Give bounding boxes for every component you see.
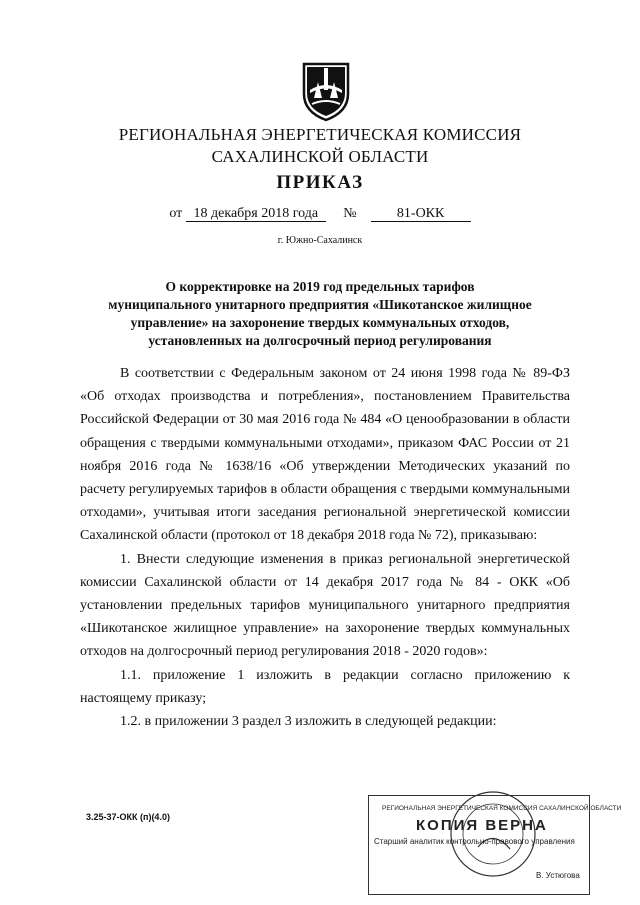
document-type: ПРИКАЗ (276, 172, 364, 193)
date-number-line (0, 206, 640, 222)
city: г. Южно-Сахалинск (277, 235, 363, 246)
stamp-signer: В. Устюгова (536, 871, 580, 880)
number-sign: № (343, 206, 357, 221)
round-seal-icon (448, 789, 538, 879)
subject-line-2: муниципального унитарного предприятия «Шикотанское жилищное (108, 297, 532, 312)
paragraph-preamble: В соответствии с Федеральным законом от 24 июня 1998 года № 89-ФЗ «Об отходах производства и потребления», постановлением Правительства Российской Федерации от 30 мая 2016 года № 484 «О ценообразовании в области обращения с твердыми коммунальными отходами», приказом ФАС России от 21 ноября 2016 года № 1638/16 «Об утверждении Методических указаний по расчету регулируемых тарифов в области обращения с твердыми коммунальными отходами», учитывая итоги заседания региональной энергетической комиссии Сахалинской области (протокол от 18 декабря 2018 года № 72), приказываю: (80, 366, 570, 544)
copy-certification-stamp (368, 795, 622, 895)
document-subject (80, 278, 560, 350)
paragraph-item-1: 1. Внести следующие изменения в приказ региональной энергетической комиссии Сахалинской области от 14 декабря 2017 года № 84 - ОКК «Об установлении предельных тарифов муниципального унитарного предприятия «Шикотанское жилищное управление» на захоронение твердых коммунальных отходов на долгосрочный период регулирования 2018 - 2020 годов»: (80, 551, 570, 660)
org-line-2: САХАЛИНСКОЙ ОБЛАСТИ (211, 147, 429, 166)
date-prefix: от (169, 206, 183, 221)
stamp-copy-true: КОПИЯ ВЕРНА (416, 817, 548, 834)
document-date: 18 декабря 2018 года (186, 206, 326, 222)
document-number: 81-ОКК (371, 206, 471, 222)
paragraph-item-1-2: 1.2. в приложении 3 раздел 3 изложить в следующей редакции: (120, 714, 497, 730)
paragraph-item-1-1: 1.1. приложение 1 изложить в редакции согласно приложению к настоящему приказу; (80, 667, 570, 706)
coat-of-arms-icon (300, 60, 352, 122)
org-line-1: РЕГИОНАЛЬНАЯ ЭНЕРГЕТИЧЕСКАЯ КОМИССИЯ (118, 125, 522, 144)
document-code: 3.25-37-ОКК (п)(4.0) (86, 812, 170, 822)
subject-line-3: управление» на захоронение твердых коммунальных отходов, (130, 315, 510, 330)
subject-line-4: установленных на долгосрочный период регулирования (148, 333, 492, 348)
document-body (80, 362, 570, 733)
subject-line-1: О корректировке на 2019 год предельных тарифов (165, 279, 475, 294)
stamp-org: РЕГИОНАЛЬНАЯ ЭНЕРГЕТИЧЕСКАЯ КОМИССИЯ САХАЛИНСКОЙ ОБЛАСТИ (382, 805, 622, 812)
stamp-position: Старший аналитик контрольно-правового управления (374, 837, 575, 846)
organization-name (0, 124, 640, 168)
